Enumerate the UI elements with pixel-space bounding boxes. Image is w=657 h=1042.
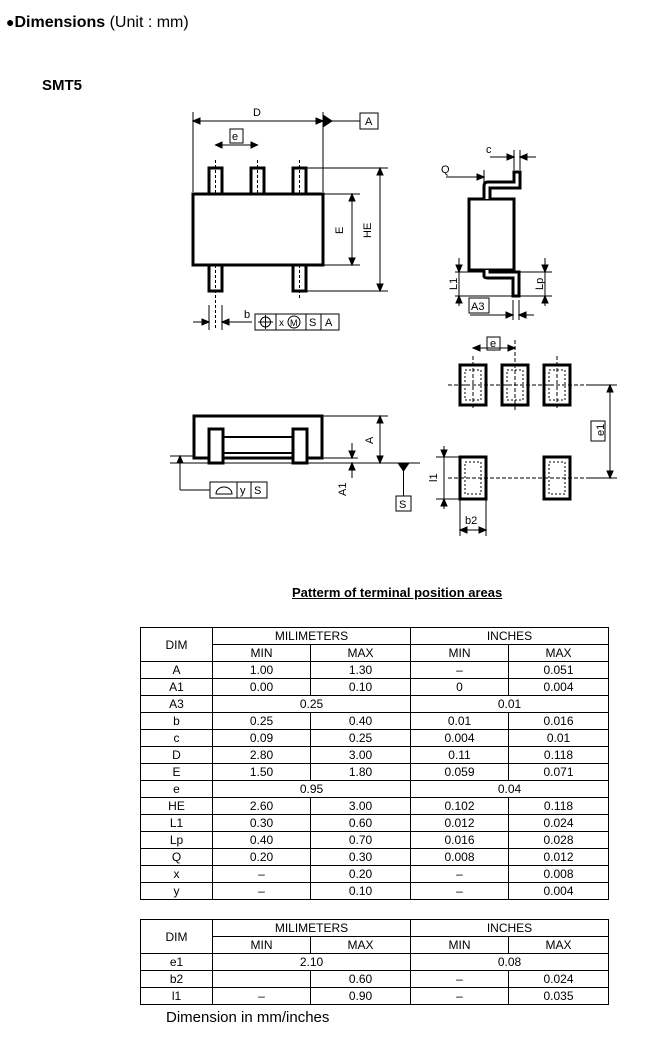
value-cell: 2.80: [213, 747, 311, 764]
table-row: [141, 696, 609, 713]
label-A3: A3: [471, 301, 485, 313]
group-header-mm: MILIMETERS: [213, 628, 411, 645]
value-cell: 0.118: [509, 747, 609, 764]
dim-cell: b: [141, 713, 213, 730]
value-cell: 0.25: [311, 730, 411, 747]
table-row: [141, 832, 609, 849]
value-cell: 0.40: [213, 832, 311, 849]
dim-cell: b2: [141, 971, 213, 988]
label-l1: l1: [428, 473, 440, 482]
label-L1: L1: [448, 277, 460, 290]
table-row: [141, 662, 609, 679]
dim-cell: x: [141, 866, 213, 883]
value-cell: 0.60: [311, 971, 411, 988]
value-cell: 2.10: [213, 954, 411, 971]
table-row: [141, 764, 609, 781]
label-b2: b2: [465, 515, 478, 527]
label-datum-S: S: [399, 499, 407, 511]
value-cell: –: [411, 971, 509, 988]
top-view-body: [193, 194, 323, 265]
value-cell: 0.004: [411, 730, 509, 747]
label-E: E: [334, 226, 346, 234]
dim-cell: Q: [141, 849, 213, 866]
value-cell: 0.024: [509, 971, 609, 988]
value-cell: 0.90: [311, 988, 411, 1005]
label-c: c: [486, 144, 492, 156]
heading-title: Dimensions: [14, 14, 106, 31]
dim-cell: A1: [141, 679, 213, 696]
value-cell: 0.00: [213, 679, 311, 696]
dim-cell: L1: [141, 815, 213, 832]
dim-cell: D: [141, 747, 213, 764]
value-cell: 0.118: [509, 798, 609, 815]
value-cell: 1.80: [311, 764, 411, 781]
value-cell: 1.00: [213, 662, 311, 679]
sub-header: MAX: [311, 645, 411, 662]
sub-header: MIN: [411, 937, 509, 954]
sub-header: MAX: [509, 645, 609, 662]
value-cell: 0.11: [411, 747, 509, 764]
label-A: A: [364, 436, 376, 444]
label-Lp: Lp: [534, 277, 546, 290]
value-cell: 0.051: [509, 662, 609, 679]
sub-header: MIN: [411, 645, 509, 662]
value-cell: 0.004: [509, 679, 609, 696]
label-x: x: [279, 318, 284, 329]
value-cell: 0.059: [411, 764, 509, 781]
dim-cell: e1: [141, 954, 213, 971]
value-cell: 0.004: [509, 883, 609, 900]
value-cell: 0.60: [311, 815, 411, 832]
label-e-pattern: e: [490, 338, 497, 350]
table-row: [141, 730, 609, 747]
dim-cell: e: [141, 781, 213, 798]
table-row: [141, 849, 609, 866]
sub-header: MIN: [213, 645, 311, 662]
value-cell: 0.25: [213, 713, 311, 730]
value-cell: 1.50: [213, 764, 311, 781]
table-row: [141, 679, 609, 696]
table-row: [141, 971, 609, 988]
value-cell: 0.016: [411, 832, 509, 849]
value-cell: 0.012: [411, 815, 509, 832]
value-cell: 0.95: [213, 781, 411, 798]
value-cell: 0.70: [311, 832, 411, 849]
dim-cell: y: [141, 883, 213, 900]
value-cell: 0.01: [411, 713, 509, 730]
table-row: [141, 866, 609, 883]
label-S-frame: S: [254, 485, 262, 497]
value-cell: 0: [411, 679, 509, 696]
table-row: [141, 713, 609, 730]
value-cell: 0.40: [311, 713, 411, 730]
value-cell: –: [411, 662, 509, 679]
value-cell: 0.012: [509, 849, 609, 866]
dim-cell: c: [141, 730, 213, 747]
dim-cell: E: [141, 764, 213, 781]
value-cell: 0.024: [509, 815, 609, 832]
value-cell: 0.30: [311, 849, 411, 866]
value-cell: 0.01: [411, 696, 609, 713]
package-name: SMT5: [42, 77, 83, 94]
label-A-ref: A: [325, 317, 333, 329]
value-cell: –: [213, 866, 311, 883]
table-row: [141, 781, 609, 798]
bullet-icon: ●: [6, 14, 15, 30]
label-b: b: [244, 309, 251, 321]
value-cell: 0.008: [411, 849, 509, 866]
dim-cell: A: [141, 662, 213, 679]
dim-header: DIM: [141, 628, 213, 662]
sub-header: MAX: [509, 937, 609, 954]
label-Q: Q: [441, 164, 450, 176]
sub-header: MIN: [213, 937, 311, 954]
value-cell: 0.30: [213, 815, 311, 832]
value-cell: 3.00: [311, 747, 411, 764]
footnote: Dimension in mm/inches: [166, 1009, 330, 1026]
value-cell: –: [213, 988, 311, 1005]
profile-symbol-icon: [216, 487, 232, 494]
value-cell: 0.25: [213, 696, 411, 713]
value-cell: –: [411, 988, 509, 1005]
dim-header: DIM: [141, 920, 213, 954]
label-HE: HE: [362, 222, 374, 238]
value-cell: 3.00: [311, 798, 411, 815]
table-row: [141, 798, 609, 815]
value-cell: –: [411, 883, 509, 900]
table-row: [141, 988, 609, 1005]
label-datum-A: A: [365, 116, 373, 128]
group-header-in: INCHES: [411, 628, 609, 645]
dimension-table: [140, 627, 609, 900]
value-cell: 0.01: [509, 730, 609, 747]
pattern-dimension-table: [140, 919, 609, 1005]
value-cell: 0.102: [411, 798, 509, 815]
value-cell: 0.09: [213, 730, 311, 747]
value-cell: [213, 971, 311, 988]
side-view-body: [469, 199, 514, 270]
value-cell: –: [213, 883, 311, 900]
table-row: [141, 883, 609, 900]
value-cell: 0.028: [509, 832, 609, 849]
dim-cell: A3: [141, 696, 213, 713]
dim-cell: l1: [141, 988, 213, 1005]
table-row: [141, 747, 609, 764]
group-header-in: INCHES: [411, 920, 609, 937]
pattern-title: Patterm of terminal position areas: [292, 585, 503, 600]
value-cell: 0.08: [411, 954, 609, 971]
heading-unit: (Unit : mm): [105, 14, 189, 31]
value-cell: 1.30: [311, 662, 411, 679]
value-cell: 0.10: [311, 883, 411, 900]
label-e1: e1: [595, 423, 607, 436]
sub-header: MAX: [311, 937, 411, 954]
label-M: M: [290, 318, 298, 328]
value-cell: 0.071: [509, 764, 609, 781]
label-A1: A1: [337, 482, 349, 496]
label-S: S: [309, 317, 317, 329]
value-cell: 2.60: [213, 798, 311, 815]
group-header-mm: MILIMETERS: [213, 920, 411, 937]
dim-cell: HE: [141, 798, 213, 815]
value-cell: 0.035: [509, 988, 609, 1005]
value-cell: –: [411, 866, 509, 883]
dim-cell: Lp: [141, 832, 213, 849]
label-D: D: [253, 107, 261, 119]
value-cell: 0.10: [311, 679, 411, 696]
label-y: y: [240, 485, 246, 497]
value-cell: 0.016: [509, 713, 609, 730]
table-row: [141, 815, 609, 832]
value-cell: 0.20: [213, 849, 311, 866]
label-e: e: [232, 131, 239, 143]
table-row: [141, 954, 609, 971]
value-cell: 0.20: [311, 866, 411, 883]
value-cell: 0.04: [411, 781, 609, 798]
value-cell: 0.008: [509, 866, 609, 883]
